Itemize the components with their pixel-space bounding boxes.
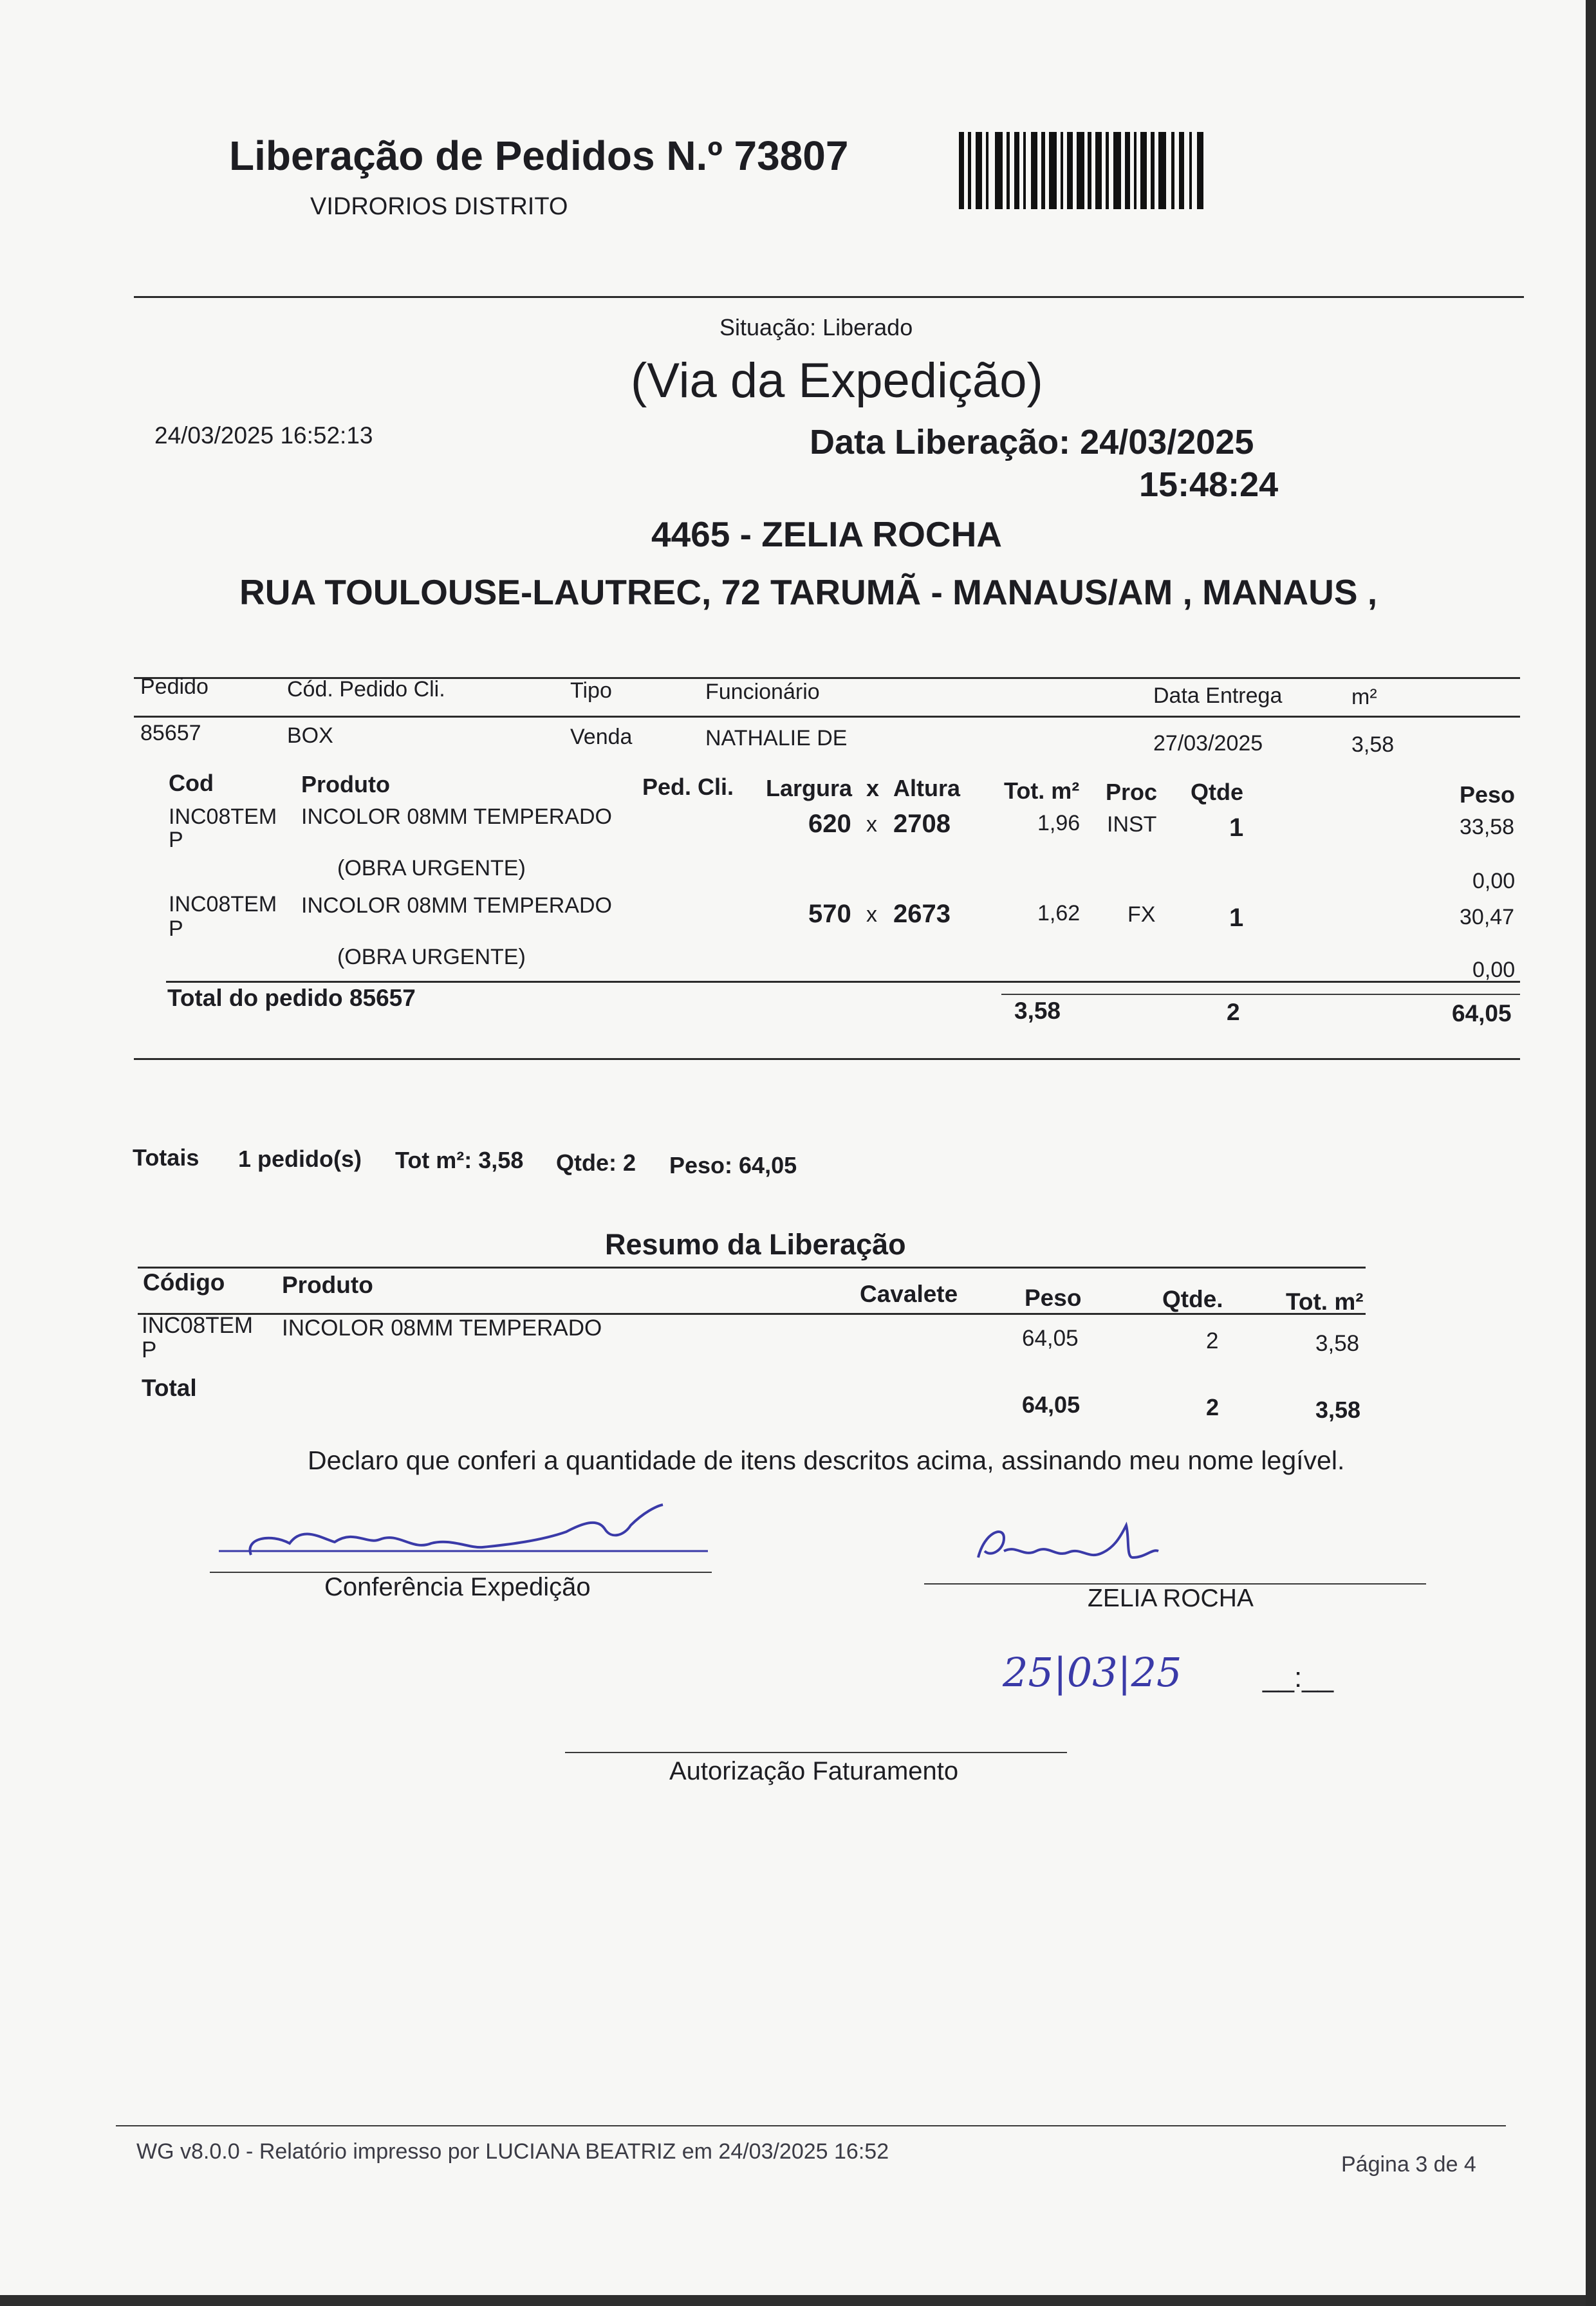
- resumo-cod: INC08TEM: [142, 1313, 254, 1338]
- scan-edge-right: [1586, 0, 1596, 2306]
- order-pedido: 85657: [140, 721, 201, 745]
- autorizacao-label: Autorização Faturamento: [669, 1757, 959, 1785]
- resumo-total-label: Total: [142, 1375, 197, 1401]
- resumo-produto: INCOLOR 08MM TEMPERADO: [282, 1316, 602, 1341]
- resumo-total-qtde: 2: [1206, 1394, 1220, 1420]
- item-produto: INCOLOR 08MM TEMPERADO: [301, 893, 613, 918]
- conferencia-signature-icon: [206, 1493, 721, 1570]
- hora-liberacao: 15:48:24: [1139, 465, 1279, 504]
- autorizacao-line: [565, 1752, 1067, 1753]
- data-liberacao: Data Liberação: 24/03/2025: [810, 423, 1254, 461]
- item-tot-m2: 1,96: [1037, 811, 1081, 835]
- resumo-col-qtde: Qtde.: [1162, 1286, 1223, 1312]
- item-largura: 620: [808, 810, 851, 838]
- resumo-header-rule: [138, 1313, 1366, 1315]
- client-name: 4465 - ZELIA ROCHA: [651, 514, 1003, 554]
- items-col-tot-m2: Tot. m²: [1004, 777, 1080, 804]
- resumo-qtde: 2: [1206, 1328, 1219, 1353]
- declaration-text: Declaro que conferi a quantidade de itens descritos acima, assinando meu nome legível.: [308, 1446, 1345, 1475]
- resumo-cod-suffix: P: [142, 1337, 157, 1362]
- item-cod: INC08TEM: [169, 804, 277, 829]
- totais-pedidos: 1 pedido(s): [238, 1146, 362, 1172]
- order-total-label: Total do pedido 85657: [167, 985, 416, 1011]
- resumo-title: Resumo da Liberação: [605, 1228, 906, 1261]
- items-col-altura: Altura: [893, 775, 961, 801]
- item-peso-extra: 0,00: [1472, 869, 1516, 893]
- order-table-header-rule: [134, 716, 1520, 718]
- col-cod-pedido-cli: Cód. Pedido Cli.: [287, 677, 445, 702]
- items-total-rule: [166, 981, 1520, 983]
- resumo-col-codigo: Código: [143, 1269, 225, 1296]
- items-total-subrule: [1001, 994, 1520, 995]
- item-x: x: [866, 812, 877, 837]
- totais-label: Totais: [133, 1144, 200, 1171]
- footer-page-number: Página 3 de 4: [1341, 2152, 1476, 2177]
- item-largura: 570: [808, 900, 851, 928]
- resumo-tot-m2: 3,58: [1315, 1331, 1360, 1356]
- col-data-entrega: Data Entrega: [1153, 683, 1283, 708]
- company-name: VIDRORIOS DISTRITO: [310, 193, 568, 220]
- item-peso: 33,58: [1460, 815, 1515, 839]
- document-title: Liberação de Pedidos N.º 73807: [229, 133, 849, 179]
- resumo-peso: 64,05: [1022, 1326, 1079, 1351]
- items-col-peso: Peso: [1460, 781, 1516, 808]
- col-funcionario: Funcionário: [705, 680, 820, 704]
- items-col-cod: Cod: [169, 770, 214, 796]
- order-total-peso: 64,05: [1452, 1000, 1512, 1027]
- order-m2: 3,58: [1351, 732, 1395, 757]
- printed-timestamp: 24/03/2025 16:52:13: [154, 422, 373, 449]
- resumo-col-cavalete: Cavalete: [860, 1281, 958, 1307]
- items-col-produto: Produto: [301, 771, 390, 797]
- footer-printed-by: WG v8.0.0 - Relatório impresso por LUCIANA BEATRIZ em 24/03/2025 16:52: [136, 2139, 889, 2164]
- item-observacao: (OBRA URGENTE): [337, 856, 526, 880]
- item-qtde: 1: [1229, 904, 1244, 932]
- resumo-col-peso: Peso: [1025, 1285, 1082, 1311]
- item-peso-extra: 0,00: [1472, 958, 1516, 982]
- footer-rule: [116, 2125, 1506, 2126]
- item-altura: 2708: [893, 810, 951, 838]
- items-col-ped-cli: Ped. Cli.: [642, 774, 734, 800]
- item-qtde: 1: [1229, 814, 1244, 842]
- items-col-qtde: Qtde: [1191, 779, 1244, 805]
- order-data-entrega: 27/03/2025: [1153, 731, 1263, 756]
- order-total-qtde: 2: [1227, 999, 1240, 1025]
- header-divider: [134, 296, 1524, 298]
- col-pedido: Pedido: [140, 674, 209, 699]
- conferencia-label: Conferência Expedição: [324, 1573, 591, 1601]
- totais-peso: Peso: 64,05: [669, 1152, 797, 1178]
- resumo-total-peso: 64,05: [1022, 1391, 1081, 1418]
- item-altura: 2673: [893, 900, 951, 928]
- totais-qtde: Qtde: 2: [556, 1149, 636, 1176]
- item-proc: FX: [1127, 902, 1156, 927]
- situacao-label: Situação: Liberado: [719, 314, 913, 340]
- item-observacao: (OBRA URGENTE): [337, 945, 526, 969]
- items-col-largura: Largura: [766, 775, 853, 801]
- items-col-x: x: [866, 775, 880, 801]
- item-cod-suffix: P: [169, 828, 183, 852]
- item-cod-suffix: P: [169, 916, 183, 941]
- barcode-icon: [959, 132, 1207, 209]
- resumo-col-tot-m2: Tot. m²: [1286, 1288, 1364, 1315]
- resumo-total-tot-m2: 3,58: [1315, 1397, 1361, 1423]
- item-x: x: [866, 902, 877, 927]
- handwritten-date: 25|03|25: [1003, 1649, 1182, 1696]
- order-funcionario: NATHALIE DE: [705, 726, 848, 750]
- col-tipo: Tipo: [570, 678, 612, 703]
- client-signature-icon: [965, 1512, 1223, 1583]
- order-cod-cli: BOX: [287, 723, 333, 748]
- item-proc: INST: [1107, 812, 1157, 837]
- item-tot-m2: 1,62: [1037, 901, 1081, 925]
- client-address: RUA TOULOUSE-LAUTREC, 72 TARUMÃ - MANAUS/AM , MANAUS ,: [239, 572, 1378, 612]
- items-col-proc: Proc: [1106, 779, 1158, 805]
- totais-tot-m2: Tot m²: 3,58: [395, 1147, 524, 1173]
- order-tipo: Venda: [570, 725, 633, 749]
- order-section-end-rule: [134, 1058, 1520, 1060]
- time-blank: __:__: [1263, 1662, 1334, 1693]
- via-label: (Via da Expedição): [631, 353, 1043, 408]
- item-peso: 30,47: [1460, 905, 1515, 929]
- resumo-col-produto: Produto: [282, 1272, 373, 1298]
- resumo-top-rule: [138, 1267, 1366, 1269]
- order-total-m2: 3,58: [1014, 998, 1061, 1024]
- item-produto: INCOLOR 08MM TEMPERADO: [301, 804, 613, 829]
- col-m2: m²: [1351, 685, 1377, 709]
- scan-edge-bottom: [0, 2295, 1586, 2306]
- item-cod: INC08TEM: [169, 892, 277, 916]
- client-signature-label: ZELIA ROCHA: [1088, 1585, 1254, 1612]
